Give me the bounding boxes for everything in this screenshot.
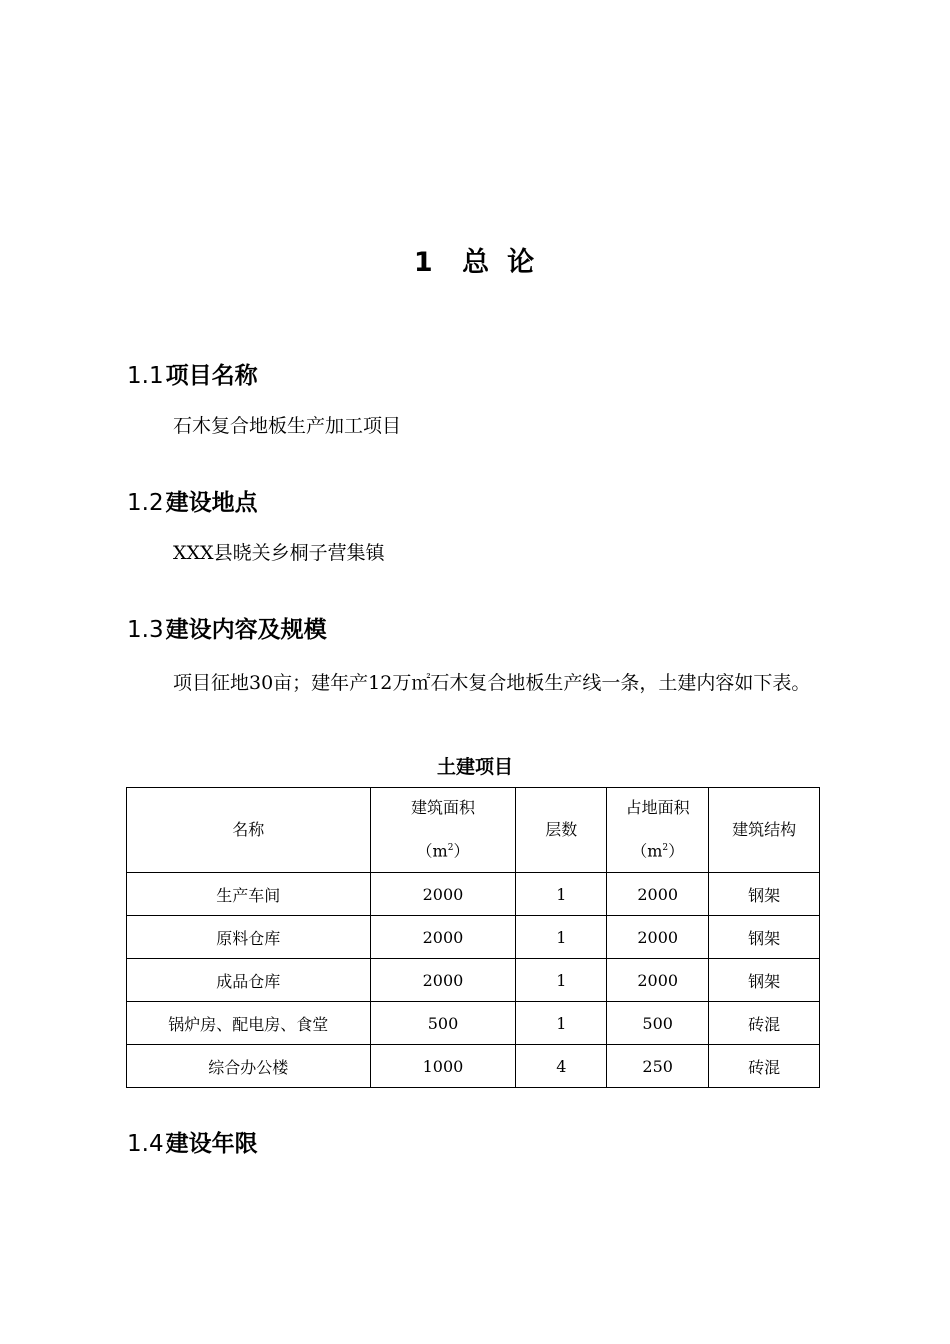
table-row <box>127 1002 820 1045</box>
section-heading-1-4 <box>127 1125 258 1158</box>
table-row <box>127 916 820 959</box>
chapter-number: 1 <box>413 247 435 278</box>
header-build-area-unit <box>371 828 516 871</box>
cell-land-area: 2000 <box>607 916 709 959</box>
cell-structure: 钢架 <box>709 916 820 959</box>
unit-prefix: （m <box>631 841 663 861</box>
cell-floors: 1 <box>516 916 607 959</box>
unit-superscript: 2 <box>662 843 669 854</box>
cell-land-area: 2000 <box>607 873 709 916</box>
table-row <box>127 1045 820 1088</box>
section-number: 1.4 <box>127 1131 164 1157</box>
section-heading-1-3 <box>127 611 327 644</box>
header-floors: 层数 <box>516 788 607 873</box>
chapter-title-part-2: 论 <box>507 247 537 278</box>
section-heading-1-1 <box>127 357 258 390</box>
section-number: 1.3 <box>127 617 164 643</box>
table-row <box>127 873 820 916</box>
cell-build-area: 2000 <box>370 873 516 916</box>
cell-floors: 1 <box>516 1002 607 1045</box>
section-body-1-2: XXX县晓关乡桐子营集镇 <box>173 542 385 564</box>
table-caption: 土建项目 <box>436 756 513 778</box>
section-number: 1.2 <box>127 490 164 516</box>
cell-floors: 1 <box>516 873 607 916</box>
header-name: 名称 <box>127 788 371 873</box>
cell-structure: 砖混 <box>709 1002 820 1045</box>
section-body-1-3: 项目征地30亩；建年产12万㎡石木复合地板生产线一条，土建内容如下表。 <box>173 672 811 694</box>
chapter-title-part-1: 总 <box>462 247 492 278</box>
cell-land-area: 2000 <box>607 959 709 1002</box>
section-title: 建设内容及规模 <box>165 617 327 643</box>
unit-suffix: ） <box>668 841 685 861</box>
cell-build-area: 1000 <box>370 1045 516 1088</box>
chapter-title <box>0 240 950 279</box>
header-land-area <box>607 788 709 873</box>
header-build-area-label: 建筑面积 <box>410 798 475 818</box>
table-row <box>127 959 820 1002</box>
section-body-1-1: 石木复合地板生产加工项目 <box>173 415 402 437</box>
cell-structure: 钢架 <box>709 959 820 1002</box>
cell-build-area: 2000 <box>370 959 516 1002</box>
cell-name: 生产车间 <box>127 873 371 916</box>
cell-structure: 钢架 <box>709 873 820 916</box>
cell-land-area: 500 <box>607 1002 709 1045</box>
header-build-area <box>370 788 516 873</box>
cell-name: 原料仓库 <box>127 916 371 959</box>
section-title: 建设年限 <box>165 1131 258 1157</box>
section-heading-1-2 <box>127 484 258 517</box>
unit-prefix: （m <box>416 841 448 861</box>
cell-name: 综合办公楼 <box>127 1045 371 1088</box>
section-number: 1.1 <box>127 363 164 389</box>
cell-structure: 砖混 <box>709 1045 820 1088</box>
unit-superscript: 2 <box>447 843 454 854</box>
cell-floors: 1 <box>516 959 607 1002</box>
unit-suffix: ） <box>453 841 470 861</box>
header-land-area-label: 占地面积 <box>625 798 690 818</box>
cell-floors: 4 <box>516 1045 607 1088</box>
section-title: 项目名称 <box>165 363 258 389</box>
cell-build-area: 500 <box>370 1002 516 1045</box>
table-header-row <box>127 788 820 873</box>
cell-land-area: 250 <box>607 1045 709 1088</box>
cell-name: 锅炉房、配电房、食堂 <box>127 1002 371 1045</box>
header-land-area-unit <box>607 828 708 871</box>
cell-build-area: 2000 <box>370 916 516 959</box>
cell-name: 成品仓库 <box>127 959 371 1002</box>
section-title: 建设地点 <box>165 490 258 516</box>
construction-table <box>126 787 820 1088</box>
header-structure: 建筑结构 <box>709 788 820 873</box>
